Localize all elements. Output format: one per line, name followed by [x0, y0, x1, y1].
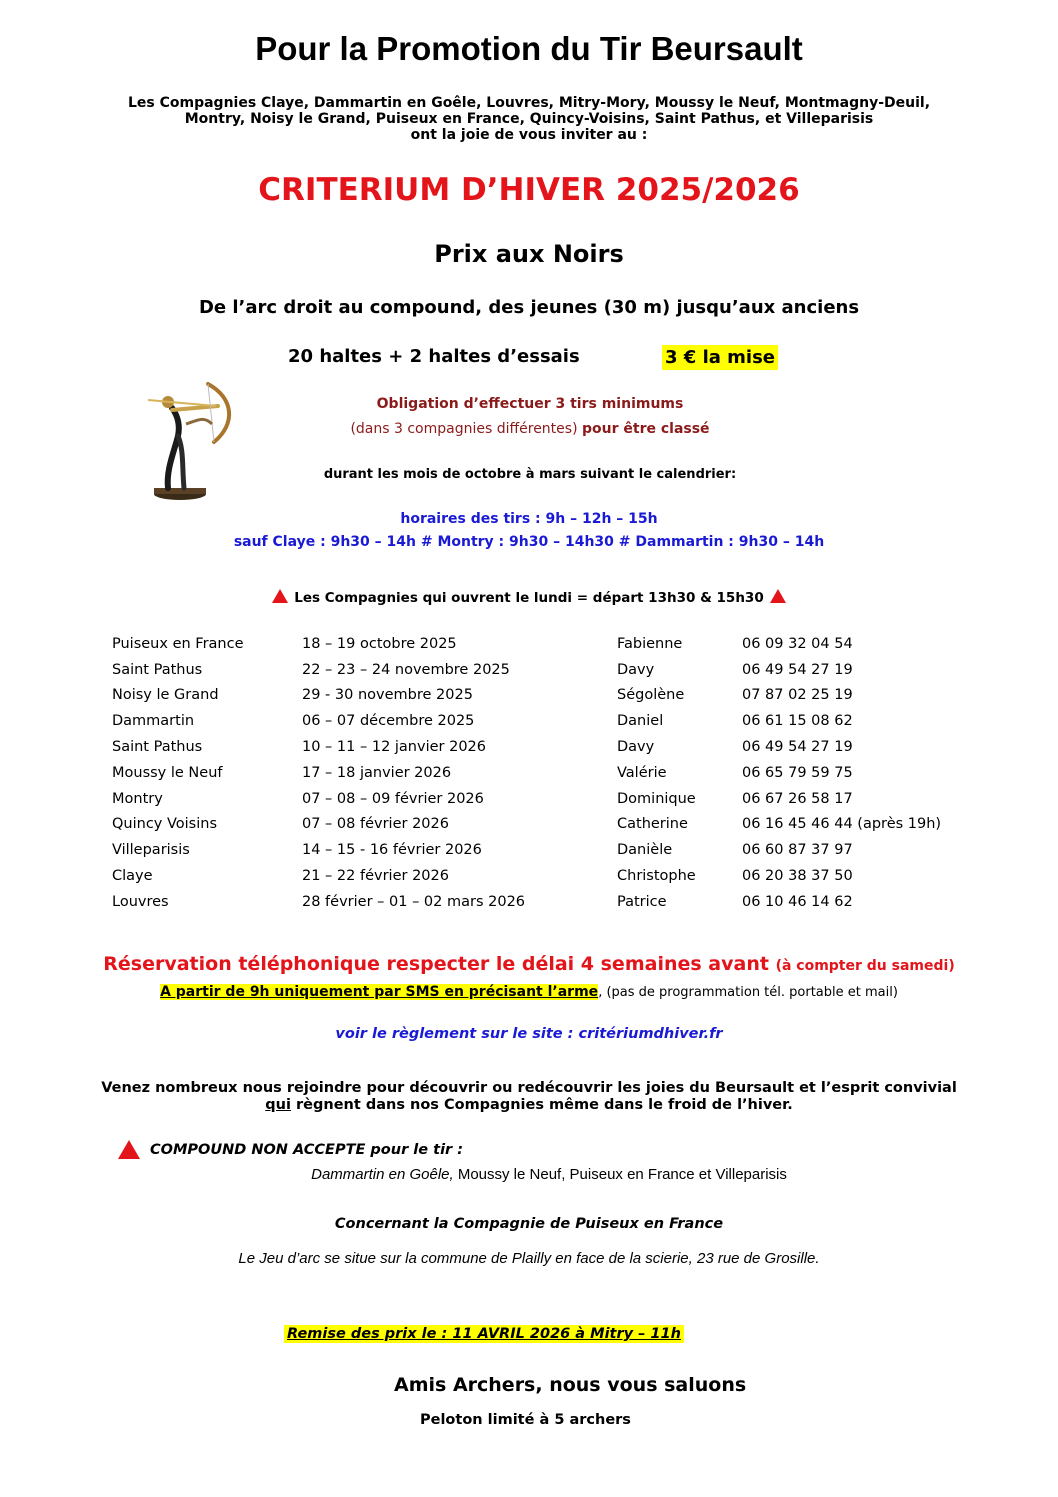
obligation-text: Obligation d’effectuer 3 tirs minimums — [376, 396, 684, 412]
welcome-paragraph — [0, 1080, 1058, 1114]
intro-line-2: Montry, Noisy le Grand, Puiseux en France, Quincy-Voisins, Saint Pathus, et Villeparisis — [184, 111, 874, 127]
schedule-contact: Daniel — [617, 713, 664, 730]
intro-line-3: ont la joie de vous inviter au : — [410, 127, 648, 143]
puiseux-location: Le Jeu d’arc se situe sur la commune de Plailly en face de la scierie, 23 rue de Grosille. — [238, 1250, 820, 1267]
sms-notice — [0, 984, 1058, 1000]
schedule-dates: 22 – 23 – 24 novembre 2025 — [302, 661, 510, 678]
schedule-contact: Danièle — [617, 842, 673, 859]
schedule-phone: 06 10 46 14 62 — [742, 893, 853, 910]
table-row — [112, 837, 1002, 863]
schedule-phone: 06 61 15 08 62 — [742, 713, 853, 730]
schedule-table — [112, 631, 1002, 915]
table-row — [112, 889, 1002, 915]
compound-notice: COMPOUND NON ACCEPTE pour le tir : — [150, 1142, 464, 1158]
schedule-contact: Catherine — [617, 816, 688, 833]
compound-places-italic: Dammartin en Goêle, — [311, 1166, 454, 1183]
schedule-phone: 06 16 45 46 44 (après 19h) — [742, 816, 942, 833]
schedule-dates: 18 – 19 octobre 2025 — [302, 635, 457, 652]
schedule-dates: 07 – 08 février 2026 — [302, 816, 449, 833]
schedule-dates: 29 - 30 novembre 2025 — [302, 687, 473, 704]
schedule-contact: Christophe — [617, 868, 696, 885]
schedule-dates: 17 – 18 janvier 2026 — [302, 764, 452, 781]
schedule-dates: 28 février – 01 – 02 mars 2026 — [302, 893, 526, 910]
shooting-hours: horaires des tirs : 9h – 12h – 15h — [400, 511, 658, 527]
peloton-limit: Peloton limité à 5 archers — [420, 1412, 631, 1428]
schedule-company: Montry — [112, 790, 163, 807]
haltes-text: 20 haltes + 2 haltes d’essais — [288, 346, 580, 367]
schedule-contact: Ségolène — [617, 687, 685, 704]
schedule-company: Villeparisis — [112, 842, 190, 859]
stake-highlight: 3 € la mise — [662, 345, 778, 370]
schedule-phone: 06 09 32 04 54 — [742, 635, 853, 652]
schedule-contact: Patrice — [617, 893, 667, 910]
schedule-phone: 06 60 87 37 97 — [742, 842, 853, 859]
schedule-contact: Fabienne — [617, 635, 683, 652]
warning-triangle-icon — [272, 589, 288, 603]
table-row — [112, 863, 1002, 889]
range-description: De l’arc droit au compound, des jeunes (30 m) jusqu’aux anciens — [198, 297, 860, 318]
schedule-company: Saint Pathus — [112, 739, 203, 756]
schedule-contact: Valérie — [617, 764, 667, 781]
sms-highlight: A partir de 9h uniquement par SMS en précisant l’arme — [160, 984, 599, 1000]
schedule-dates: 14 – 15 - 16 février 2026 — [302, 842, 482, 859]
prize-ceremony: Remise des prix le : 11 AVRIL 2026 à Mitry – 11h — [284, 1325, 684, 1343]
intro-line-1: Les Compagnies Claye, Dammartin en Goêle, Louvres, Mitry-Mory, Moussy le Neuf, Montmagny-Deuil, — [127, 95, 931, 111]
schedule-dates: 21 – 22 février 2026 — [302, 868, 449, 885]
schedule-phone: 06 49 54 27 19 — [742, 661, 853, 678]
event-title: CRITERIUM D’HIVER 2025/2026 — [258, 172, 800, 208]
calendar-intro: durant les mois de octobre à mars suivant le calendrier: — [323, 467, 737, 482]
table-row — [112, 657, 1002, 683]
monday-notice-text: Les Compagnies qui ouvrent le lundi = départ 13h30 & 15h30 — [294, 590, 764, 606]
page-title: Pour la Promotion du Tir Beursault — [255, 30, 803, 67]
welcome-qui: qui — [265, 1097, 291, 1113]
welcome-line-2-rest: règnent dans nos Compagnies même dans le froid de l’hiver. — [290, 1097, 793, 1113]
schedule-phone: 07 87 02 25 19 — [742, 687, 853, 704]
compound-places-rest: Moussy le Neuf, Puiseux en France et Villeparisis — [453, 1166, 787, 1183]
schedule-contact: Davy — [617, 661, 655, 678]
warning-triangle-icon — [770, 589, 786, 603]
prize-subtitle: Prix aux Noirs — [434, 240, 624, 268]
schedule-company: Moussy le Neuf — [112, 764, 223, 781]
table-row — [112, 734, 1002, 760]
obligation-detail-b: pour être classé — [582, 421, 710, 437]
table-row — [112, 683, 1002, 709]
sms-rest: , (pas de programmation tél. portable et mail) — [598, 985, 898, 1000]
schedule-contact: Davy — [617, 739, 655, 756]
obligation-detail-a: (dans 3 compagnies différentes) — [350, 421, 578, 437]
schedule-dates: 10 – 11 – 12 janvier 2026 — [302, 739, 487, 756]
schedule-company: Claye — [112, 868, 153, 885]
puiseux-heading: Concernant la Compagnie de Puiseux en France — [334, 1216, 724, 1232]
table-row — [112, 786, 1002, 812]
schedule-contact: Dominique — [617, 790, 696, 807]
greeting: Amis Archers, nous vous saluons — [394, 1374, 747, 1396]
table-row — [112, 812, 1002, 838]
archer-statue-icon — [138, 380, 246, 504]
schedule-phone: 06 49 54 27 19 — [742, 739, 853, 756]
schedule-company: Puiseux en France — [112, 635, 244, 652]
schedule-company: Louvres — [112, 893, 169, 910]
monday-notice — [0, 589, 1058, 606]
rules-link[interactable]: voir le règlement sur le site : critériumdhiver.fr — [335, 1026, 723, 1042]
table-row — [112, 760, 1002, 786]
hours-exceptions: sauf Claye : 9h30 – 14h # Montry : 9h30 – 14h30 # Dammartin : 9h30 – 14h — [233, 534, 825, 550]
table-row — [112, 708, 1002, 734]
welcome-line-1: Venez nombreux nous rejoindre pour découvrir ou redécouvrir les joies du Beursault et l’esprit convivial — [101, 1080, 957, 1096]
reservation-note: (à compter du samedi) — [775, 958, 955, 974]
schedule-company: Quincy Voisins — [112, 816, 218, 833]
schedule-company: Noisy le Grand — [112, 687, 219, 704]
compound-places — [0, 1166, 1058, 1183]
warning-triangle-icon — [118, 1140, 140, 1159]
welcome-line-2 — [0, 1097, 1058, 1114]
schedule-company: Saint Pathus — [112, 661, 203, 678]
obligation-detail — [300, 421, 760, 437]
reservation-notice — [0, 953, 1058, 975]
schedule-company: Dammartin — [112, 713, 195, 730]
schedule-phone: 06 67 26 58 17 — [742, 790, 853, 807]
schedule-dates: 07 – 08 – 09 février 2026 — [302, 790, 484, 807]
schedule-dates: 06 – 07 décembre 2025 — [302, 713, 475, 730]
schedule-phone: 06 20 38 37 50 — [742, 868, 853, 885]
schedule-phone: 06 65 79 59 75 — [742, 764, 853, 781]
reservation-text: Réservation téléphonique respecter le délai 4 semaines avant — [103, 953, 769, 975]
intro-text — [0, 95, 1058, 143]
table-row — [112, 631, 1002, 657]
